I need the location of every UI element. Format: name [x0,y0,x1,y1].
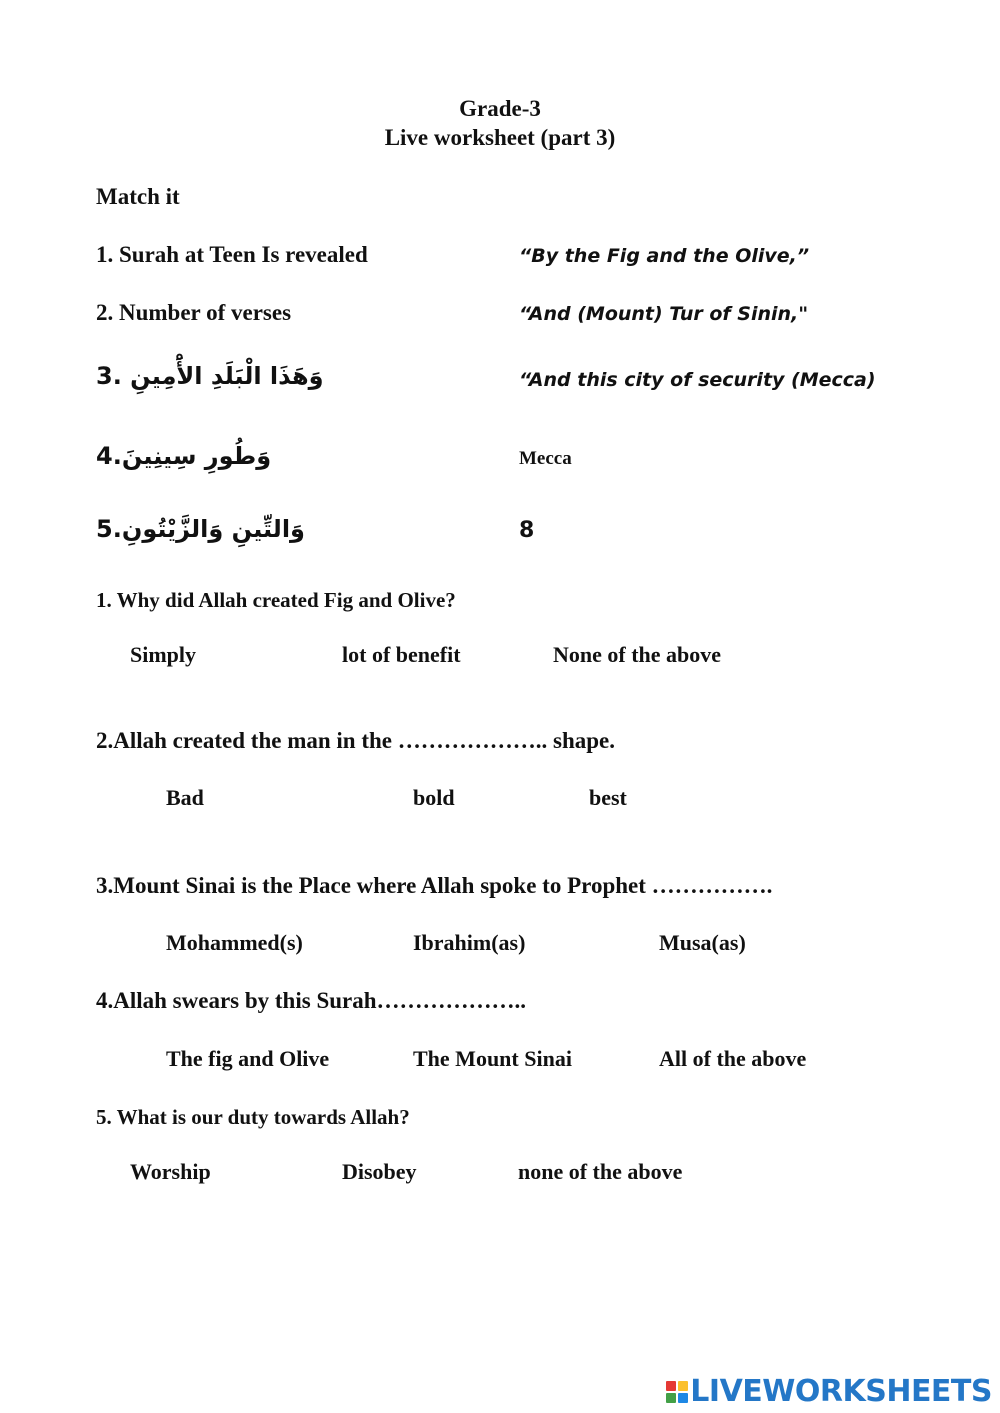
question-4-text: 4.Allah swears by this Surah……………….. [96,988,527,1013]
question-4-option-2[interactable]: The Mount Sinai [413,1046,572,1071]
match-right-2[interactable]: “And (Mount) Tur of Sinin," [519,303,809,325]
match-heading: Match it [96,184,180,209]
match-right-5[interactable]: 8 [519,518,535,543]
logo-square-green [666,1393,676,1403]
liveworksheets-logo[interactable] [666,1374,992,1409]
match-left-5[interactable]: 5.وَالتِّينِ وَالزَّيْتُونِ [96,515,305,543]
worksheet-grade: Grade-3 [459,96,541,121]
match-right-4[interactable]: Mecca [519,448,572,469]
question-3-option-2[interactable]: Ibrahim(as) [413,930,526,955]
match-right-3[interactable]: “And this city of security (Mecca) [519,369,876,391]
logo-square-blue [678,1393,688,1403]
question-1-option-2[interactable]: lot of benefit [342,642,461,667]
match-left-2[interactable]: 2. Number of verses [96,300,292,325]
match-left-4[interactable]: 4.وَطُورِ سِينِينَ [96,442,272,470]
logo-square-yellow [678,1381,688,1391]
question-5-option-3[interactable]: none of the above [518,1159,683,1184]
question-3-text: 3.Mount Sinai is the Place where Allah spoke to Prophet ……………. [96,873,773,898]
question-5-option-1[interactable]: Worship [130,1159,211,1184]
question-3-option-1[interactable]: Mohammed(s) [166,930,303,955]
question-3-option-3[interactable]: Musa(as) [659,930,746,955]
logo-square-red [666,1381,676,1391]
question-4-option-3[interactable]: All of the above [659,1046,807,1071]
match-left-3[interactable]: 3. وَهَذَا الْبَلَدِ الأَْمِينِ [96,362,324,390]
question-4-option-1[interactable]: The fig and Olive [166,1046,330,1071]
match-left-1[interactable]: 1. Surah at Teen Is revealed [96,242,368,267]
question-1-option-3[interactable]: None of the above [553,642,722,667]
question-2-text: 2.Allah created the man in the ……………….. shape. [96,728,615,753]
question-5-option-2[interactable]: Disobey [342,1159,417,1184]
liveworksheets-logo-text: LIVEWORKSHEETS [690,1374,992,1409]
question-2-option-3[interactable]: best [589,785,627,810]
question-2-option-1[interactable]: Bad [166,785,204,810]
question-1-option-1[interactable]: Simply [130,642,197,667]
match-right-1[interactable]: “By the Fig and the Olive,” [519,245,810,267]
question-5-text: 5. What is our duty towards Allah? [96,1105,410,1129]
worksheet-subtitle: Live worksheet (part 3) [384,125,616,150]
liveworksheets-logo-icon [666,1381,688,1403]
question-1-text: 1. Why did Allah created Fig and Olive? [96,588,456,612]
question-2-option-2[interactable]: bold [413,785,455,810]
